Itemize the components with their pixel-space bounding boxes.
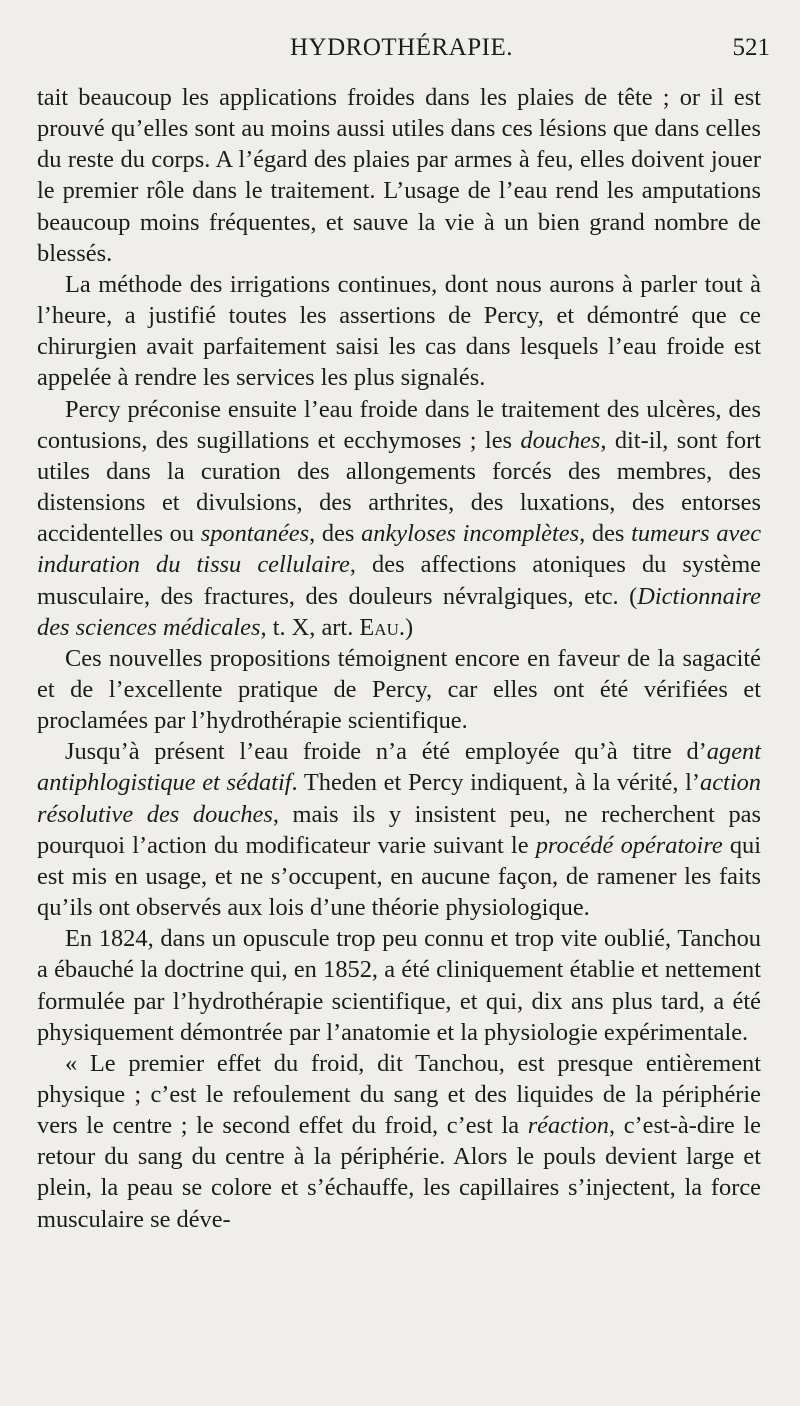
page-number: 521 bbox=[732, 34, 770, 61]
paragraph bbox=[37, 1048, 761, 1235]
running-title: HYDROTHÉRAPIE. bbox=[290, 34, 513, 61]
italic-text: ankyloses incomplètes bbox=[361, 520, 580, 548]
text-run: qui est mis en usage, et ne s’occupent, en aucune façon, de ramener les faits qu’ils ont observés aux lois d’une théorie physiologique. bbox=[37, 831, 762, 922]
paragraph bbox=[37, 394, 761, 643]
paragraph bbox=[37, 643, 761, 736]
small-caps-text: Eau bbox=[359, 613, 399, 641]
text-run: , des bbox=[309, 520, 362, 548]
text-run: , des bbox=[579, 520, 632, 548]
page-header bbox=[38, 34, 770, 68]
italic-text: spontanées bbox=[200, 520, 310, 548]
text-run: , c’est-à-dire le retour du sang du centre à la périphérie. Alors le pouls devient large et plein, la peau se colore et s’échauffe, les capillaires s’injectent, la force musculaire se déve- bbox=[37, 1112, 761, 1233]
text-run: « Le premier effet du froid, dit Tanchou, est presque entièrement physique ; c’est le refoulement du sang et des liquides de la périphérie vers le centre ; le second effet du froid, c’est la bbox=[37, 1049, 761, 1140]
italic-text: procédé opératoire bbox=[535, 831, 723, 859]
paragraph bbox=[37, 923, 761, 1048]
text-run: Percy préconise ensuite l’eau froide dans le traitement des ulcères, des contusions, des sugillations et ecchymoses ; les bbox=[37, 395, 761, 454]
text-run: . Theden et Percy indiquent, à la vérité, l’ bbox=[291, 769, 701, 797]
text-run: Jusqu’à présent l’eau froide n’a été employée qu’à titre d’ bbox=[65, 738, 707, 766]
italic-text: réaction bbox=[527, 1112, 609, 1140]
paragraph bbox=[37, 736, 761, 923]
text-run: , mais ils y insistent peu, ne recherchent pas pourquoi l’action du modificateur varie suivant le bbox=[37, 800, 761, 859]
text-run: La méthode des irrigations continues, dont nous aurons à parler tout à l’heure, a justifié toutes les assertions de Percy, et démontré que ce chirurgien avait parfaitement saisi les cas dans lesquels l’eau froide est appelée à rendre les services les plus signalés. bbox=[37, 270, 761, 392]
italic-text: agent antiphlogistique et sédatif bbox=[37, 738, 761, 797]
text-run: .) bbox=[398, 613, 414, 641]
text-run: , t. X, art. bbox=[260, 613, 360, 641]
text-run: , des affections atoniques du système musculaire, des fractures, des douleurs névralgiques, etc. ( bbox=[37, 551, 761, 610]
text-run: En 1824, dans un opuscule trop peu connu et trop vite oublié, Tanchou a ébauché la doctrine qui, en 1852, a été cliniquement établie et nettement formulée par l’hydrothérapie scientifique, et qui, dix ans plus tard, a été physiquement démontrée par l’anatomie et la physiologie expérimentale. bbox=[37, 925, 761, 1046]
italic-text: tumeurs avec induration du tissu cellulaire bbox=[37, 520, 762, 579]
paragraph bbox=[37, 82, 761, 269]
italic-text: action résolutive des douches bbox=[37, 769, 761, 828]
text-run: tait beaucoup les applications froides dans les plaies de tête ; or il est prouvé qu’elles sont au moins aussi utiles dans ces lésions que dans celles du reste du corps. A l’égard des plaies par armes à feu, elles doivent jouer le premier rôle dans le traitement. L’usage de l’eau rend les amputations beaucoup moins fréquentes, et sauve la vie à un bien grand nombre de blessés. bbox=[37, 84, 761, 267]
text-run: , dit-il, sont fort utiles dans la curation des allongements forcés des membres, des distensions et divulsions, des arthrites, des luxations, des entorses accidentelles ou bbox=[37, 426, 761, 548]
italic-text: douches bbox=[520, 426, 601, 454]
text-run: Ces nouvelles propositions témoignent encore en faveur de la sagacité et de l’excellente pratique de Percy, car elles ont été vérifiées et proclamées par l’hydrothérapie scientifique. bbox=[37, 644, 761, 735]
italic-text: Dictionnaire des sciences médicales bbox=[37, 582, 761, 641]
body-text bbox=[37, 82, 761, 1235]
paragraph bbox=[37, 269, 761, 394]
